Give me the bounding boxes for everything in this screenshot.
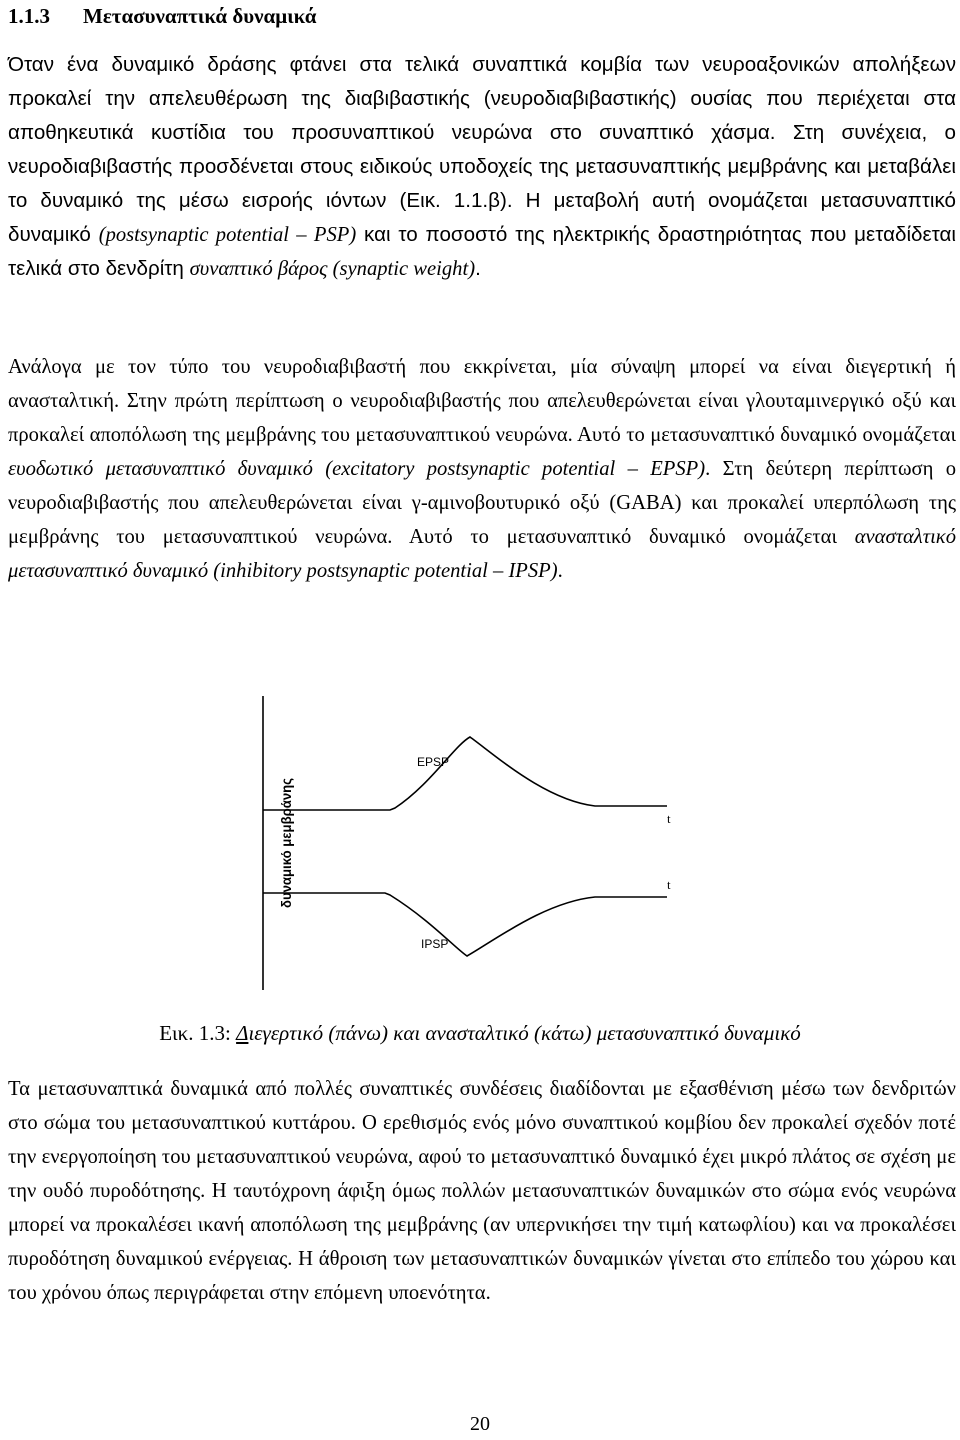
p1-end: . (475, 257, 481, 280)
section-number: 1.1.3 (8, 4, 50, 28)
paragraph-3: Τα μετασυναπτικά δυναμικά από πολλές συναπτικές συνδέσεις διαδίδονται με εξασθένιση μέσω των δενδριτών στο σώμα του μετασυναπτικού κυττάρου. Ο ερεθισμός ενός μόνο συναπτικού κομβίου δεν προκαλεί σχεδόν ποτέ την ενεργοποίηση του μετασυναπτικού νευρώνα, αφού το μετασυναπτικό δυναμικό έχει μικρό πλάτος σε σχέση με την ουδό πυροδότησης. Η ταυτόχρονη άφιξη όμως πολλών μετασυναπτικών δυναμικών στο σώμα ενός νευρώνα μπορεί να προκαλέσει ικανή αποπόλωση της μεμβράνης (αν υπερνικήσει την τιμή κατωφλίου) και να προκαλέσει πυροδότηση δυναμικού ενέργειας. Η άθροιση των μετασυναπτικών δυναμικών γίνεται στο επίπεδο του χώρου και του χρόνου όπως περιγράφεται στην επόμενη υποενότητα. (8, 1078, 956, 1304)
p2-ipsp-term: ανασταλτικό μετασυναπτικό δυναμικό (inhibitory postsynaptic potential – IPSP) (8, 526, 956, 582)
psp-figure (255, 690, 705, 1000)
paragraph-2 (8, 350, 956, 588)
psp-diagram (255, 690, 705, 1000)
ipsp-trace (263, 893, 667, 956)
p2-epsp-term: ευοδωτικό μετασυναπτικό δυναμικό (excitatory postsynaptic potential – EPSP) (8, 458, 706, 480)
caption-underlined-letter: Δ (236, 1021, 249, 1045)
section-title: Μετασυναπτικά δυναμικά (83, 4, 317, 28)
p1-text-2: και το ποσοστό της ηλεκτρικής δραστηριότητας που μεταδίδεται τελικά στο δενδρίτη (8, 223, 956, 280)
p2-text-2: . Στη δεύτερη περίπτωση ο νευροδιαβιβαστής που απελευθερώνεται είναι γ-αμινοβουτυρικό οξύ (GABA) και προκαλεί υπερπόλωση της μεμβράνης του μετασυναπτικού νευρώνα. Αυτό το μετασυναπτικό δυναμικό ονομάζεται (8, 458, 957, 548)
paragraph-1 (8, 48, 956, 286)
p2-end: . (557, 560, 563, 582)
p1-synaptic-weight-term: συναπτικό βάρος (synaptic weight) (189, 258, 476, 280)
t-label-top: t (667, 811, 671, 826)
p1-psp-term: (postsynaptic potential – PSP) (98, 224, 357, 246)
y-axis-label: δυναμικό μεμβράνης (278, 769, 294, 908)
ipsp-label: IPSP (421, 937, 449, 951)
caption-text: ιεγερτικό (πάνω) και ανασταλτικό (κάτω) μετασυναπτικό δυναμικό (248, 1021, 801, 1045)
epsp-label: EPSP (417, 755, 450, 769)
p2-text: Ανάλογα με τον τύπο του νευροδιαβιβαστή που εκκρίνεται, μία σύναψη μπορεί να είναι διεγερτική ή ανασταλτική. Στην πρώτη περίπτωση ο νευροδιαβιβαστής που απελευθερώνεται είναι γλουταμινεργικό οξύ και προκαλεί αποπόλωση της μεμβράνης του μετασυναπτικού νευρώνα. Αυτό το μετασυναπτικό δυναμικό ονομάζεται (8, 356, 956, 446)
epsp-trace (263, 737, 667, 810)
section-heading (8, 2, 316, 30)
caption-label: Εικ. 1.3: (159, 1021, 237, 1045)
t-label-bottom: t (667, 877, 671, 892)
figure-caption (0, 1018, 960, 1048)
page-number: 20 (470, 1413, 490, 1435)
p1-text: Όταν ένα δυναμικό δράσης φτάνει στα τελικά συναπτικά κομβία των νευροαξονικών απολήξεων προκαλεί την απελευθέρωση της διαβιβαστικής (νευροδιαβιβαστικής) ουσίας που περιέχεται στα αποθηκευτικά κυστίδια του προσυναπτικού νευρώνα στο συναπτικό χάσμα. Στη συνέχεια, ο νευροδιαβιβαστής προσδένεται στους ειδικούς υποδοχείς της μετασυναπτικής μεμβράνης και μεταβάλει το δυναμικό της μέσω εισροής ιόντων (Εικ. 1.1.β). Η μεταβολή αυτή ονομάζεται μετασυναπτικό δυναμικό (8, 53, 956, 246)
